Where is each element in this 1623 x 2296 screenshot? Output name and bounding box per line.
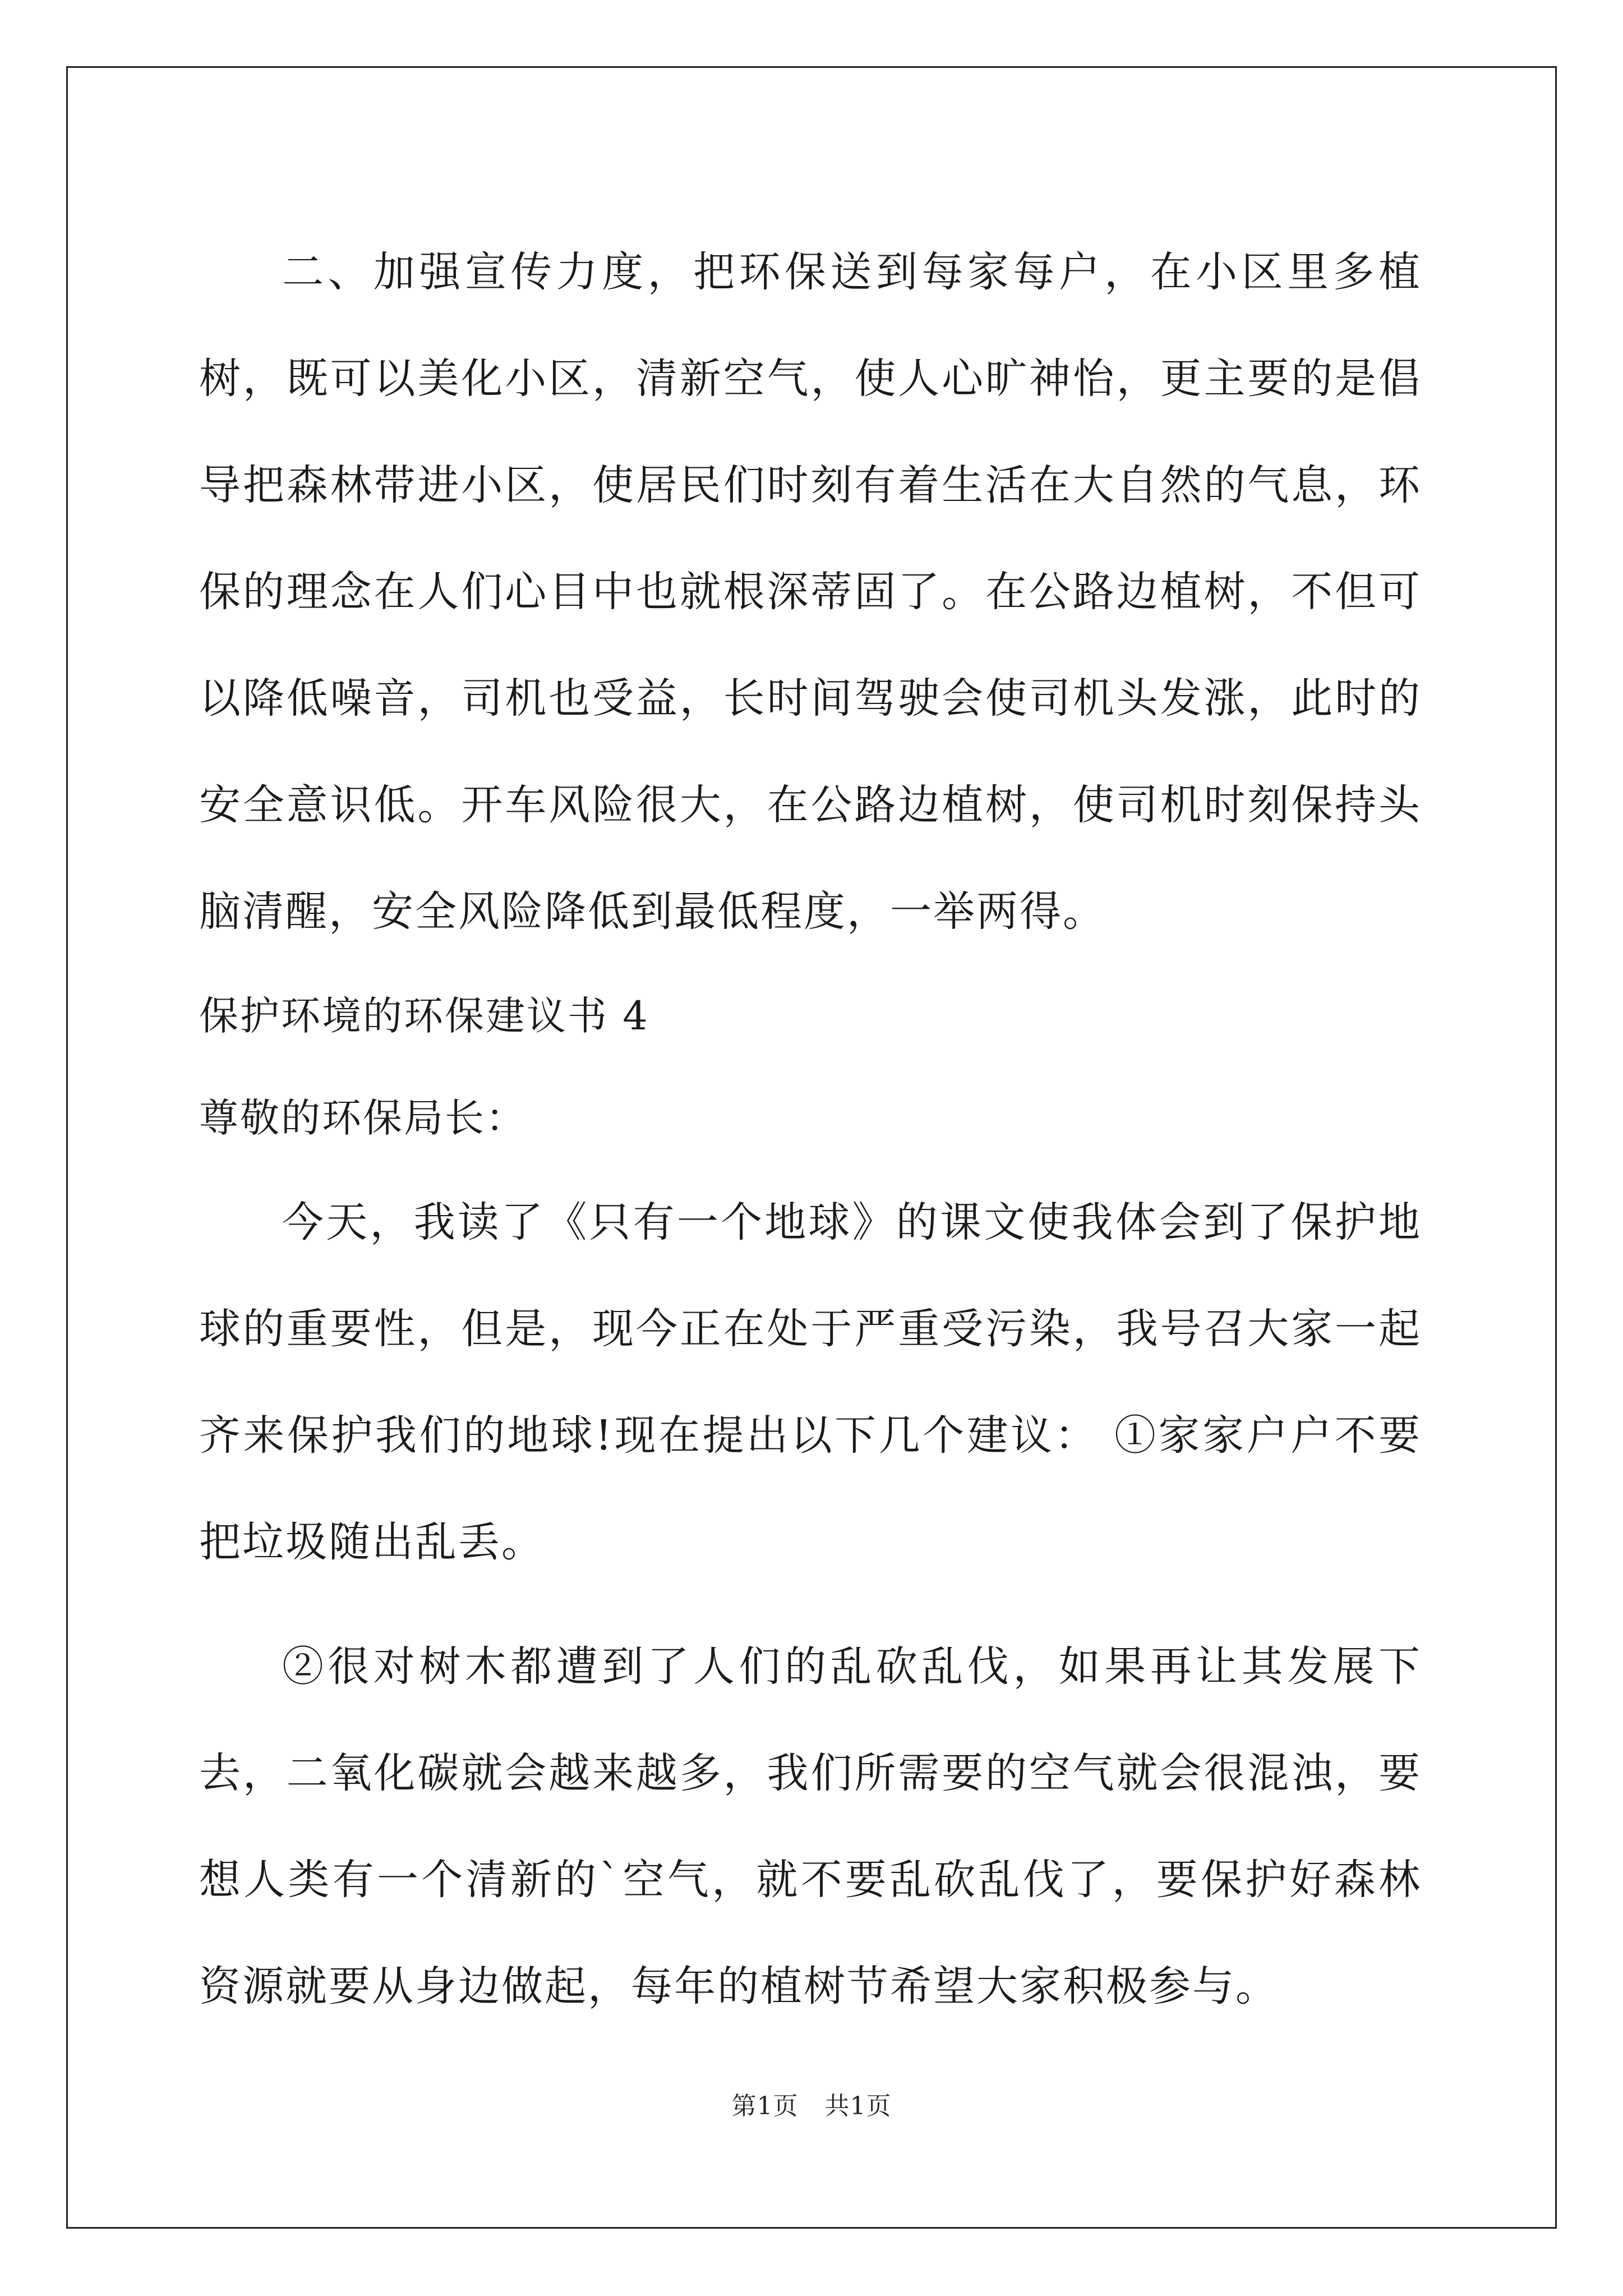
salutation: 尊敬的环保局长：	[199, 1095, 527, 1141]
page-number-total: 共1页	[824, 2092, 892, 2120]
page-footer	[0, 2086, 1623, 2122]
paragraph-planting-trees: 二、加强宣传力度，把环保送到每家每户，在小区里多植树，既可以美化小区，清新空气，使人心旷神怡，更主要的是倡导把森林带进小区，使居民们时刻有着生活在大自然的气息，环保的理念在人们心目中也就根深蒂固了。在公路边植树，不但可以降低噪音，司机也受益，长时间驾驶会使司机头发涨，此时的安全意识低。开车风险很大，在公路边植树，使司机时刻保持头脑清醒，安全风险降低到最低程度，一举两得。	[199, 248, 1422, 936]
page-number-current: 第1页	[731, 2092, 799, 2120]
document-body	[199, 219, 1422, 2040]
paragraph-forest-protection: ②很对树木都遭到了人们的乱砍乱伐，如果再让其发展下去，二氧化碳就会越来越多，我们所需要的空气就会很混浊，要想人类有一个清新的`空气，就不要乱砍乱伐了，要保护好森林资源就要从身边做起，每年的植树节希望大家积极参与。	[199, 1642, 1422, 2010]
paragraph-earth-protection: 今天，我读了《只有一个地球》的课文使我体会到了保护地球的重要性，但是，现今正在处于严重受污染，我号召大家一起齐来保护我们的地球!现在提出以下几个建议： ①家家户户不要把垃圾随出乱丢。	[199, 1198, 1422, 1566]
section-title: 保护环境的环保建议书 4	[199, 993, 649, 1039]
